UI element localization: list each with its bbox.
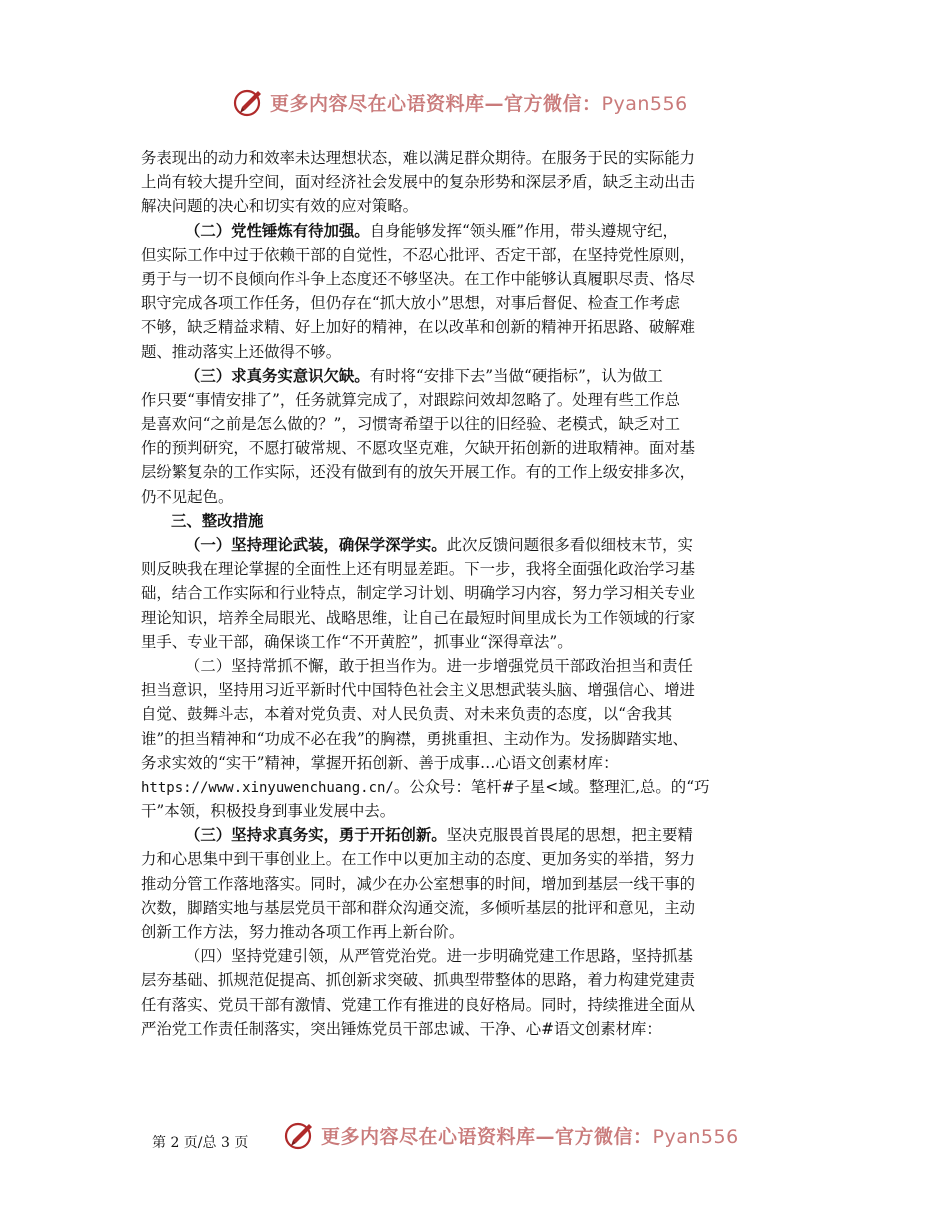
pen-logo-icon: [232, 85, 266, 119]
paragraph-4: （一）坚持理论武装，确保学深学实。此次反馈问题很多看似细枝末节，实 则反映我在理论掌握的全面性上还有明显差距。下一步，我将全面强化政治学习基 础，结合工作实际和行业特点，制定学习计划、明确学习内容，努力学习相关专业 理论知识，培养全局眼光、战略思维，让自己在最短时间里成长为工作领域的行家 里手、专业干部，确保谈工作“不开黄腔”，抓事业“深得章法”。: [141, 536, 696, 651]
subheading: （三）坚持求真务实，勇于开拓创新。: [185, 826, 447, 845]
paragraph-3: （三）求真务实意识欠缺。有时将“安排下去”当做“硬指标”，认为做工 作只要“事情安排了”，任务就算完成了，对跟踪问效却忽略了。处理有些工作总 是喜欢问“之前是怎么做的？”，习惯寄希望于以往的旧经验、老模式，缺乏对工 作的预判研究，不愿打破常规、不愿攻坚克难，欠缺开拓创新的进取精神。面对基 层纷繁复杂的工作实际，还没有做到有的放矢开展工作。有的工作上级安排多次， 仍不见起色。: [141, 366, 696, 506]
footer-banner: [0, 1115, 950, 1155]
section-heading: 三、整改措施: [171, 511, 264, 530]
wechat-id: Pyan556: [652, 1125, 739, 1148]
banner-text: 更多内容尽在心语资料库—官方微信：Pyan556: [270, 92, 688, 115]
subheading: （二）党性锤炼有待加强。: [185, 221, 370, 240]
paragraph-7: （四）坚持党建引领，从严管党治党。进一步明确党建工作思路，坚持抓基 层夯基础、抓规范促提高、抓创新求突破、抓典型带整体的思路，着力构建党建责 任有落实、党员干部有激情、党建工作有推进的良好格局。同时，持续推进全面从 严治党工作责任制落实，突出锤炼党员干部忠诚、干净、心#语文创素材库：: [141, 947, 696, 1038]
header-banner: [0, 82, 950, 122]
document-body: [141, 146, 821, 1041]
paragraph-2: （二）党性锤炼有待加强。自身能够发挥“领头雁”作用，带头遵规守纪， 但实际工作中过于依赖干部的自觉性，不忍心批评、否定干部，在坚持党性原则， 勇于与一切不良倾向作斗争上态度还不够坚决。在工作中能够认真履职尽责、恪尽 职守完成各项工作任务，但仍存在“抓大放小”思想，对事后督促、检查工作考虑 不够，缺乏精益求精、好上加好的精神，在以改革和创新的精神开拓思路、破解难 题、推动落实上还做得不够。: [141, 221, 696, 361]
wechat-id: Pyan556: [601, 92, 688, 115]
subheading: （一）坚持理论武装，确保学深学实。: [185, 536, 447, 554]
website-url: https://www.xinyuwenchuang.cn/: [141, 779, 394, 796]
paragraph-1: 务表现出的动力和效率未达理想状态，难以满足群众期待。在服务于民的实际能力 上尚有较大提升空间，面对经济社会发展中的复杂形势和深层矛盾，缺乏主动出击 解决问题的决心和切实有效的应对策略。: [141, 149, 696, 216]
subheading: （三）求真务实意识欠缺。: [185, 366, 370, 385]
paragraph-6: （三）坚持求真务实，勇于开拓创新。坚决克服畏首畏尾的思想，把主要精 力和心思集中到干事创业上。在工作中以更加主动的态度、更加务实的举措，努力 推动分管工作落地落实。同时，减少在办公室想事的时间，增加到基层一线干事的 次数，脚踏实地与基层党员干部和群众沟通交流，多倾听基层的批评和意见，主动 创新工作方法，努力推动各项工作再上新台阶。: [141, 826, 696, 941]
page-number: 第 2 页/总 3 页: [152, 1135, 249, 1151]
banner-text: 更多内容尽在心语资料库—官方微信：Pyan556: [321, 1125, 739, 1148]
paragraph-5: （二）坚持常抓不懈，敢于担当作为。进一步增强党员干部政治担当和责任 担当意识，坚持用习近平新时代中国特色社会主义思想武装头脑、增强信心、增进 自觉、鼓舞斗志，本着对党负责、对人民负责、对未来负责的态度，以“舍我其 谁”的担当精神和“功成不必在我”的胸襟，勇挑重担、主动作为。发扬脚踏实地、 务求实效的“实干”精神，掌握开拓创新、善于成事…心语文创素材库： https://www.xinyuwenchuang.cn/。公众号：笔杆#子星<域。整理汇,总。的“巧 干”本领，积极投身到事业发展中去。: [141, 656, 710, 821]
pen-logo-icon: [283, 1118, 317, 1152]
